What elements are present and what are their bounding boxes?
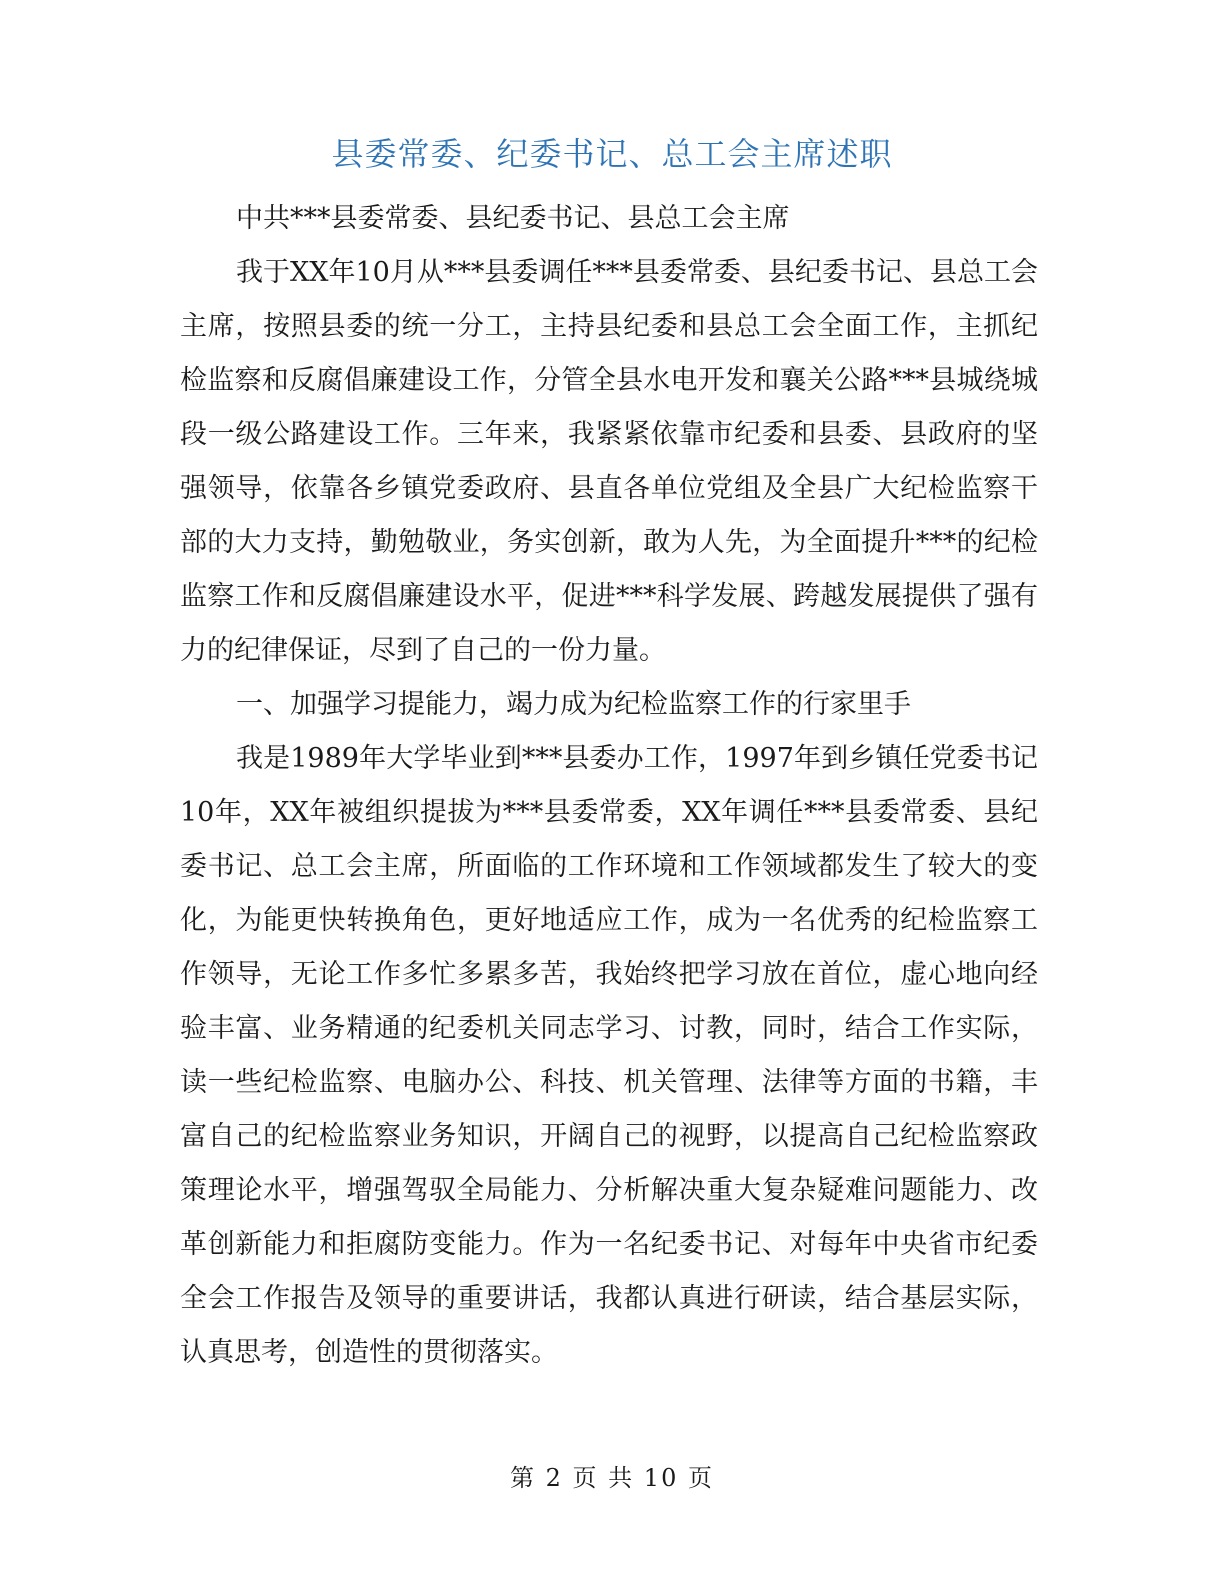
paragraph-author-line: 中共***县委常委、县纪委书记、县总工会主席 [236,203,790,234]
document-body [180,192,1038,1380]
paragraph-intro: 我于XX年10月从***县委调任***县委常委、县纪委书记、县总工会主席，按照县委的统一分工，主持县纪委和县总工会全面工作，主抓纪检监察和反腐倡廉建设工作，分管全县水电开发和襄关公路***县城绕城段一级公路建设工作。三年来，我紧紧依靠市纪委和县委、县政府的坚强领导，依靠各乡镇党委政府、县直各单位党组及全县广大纪检监察干部的大力支持，勤勉敬业，务实创新，敢为人先，为全面提升***的纪检监察工作和反腐倡廉建设水平，促进***科学发展、跨越发展提供了强有力的纪律保证，尽到了自己的一份力量。 [180,257,1038,666]
paragraph-section-1: 我是1989年大学毕业到***县委办工作，1997年到乡镇任党委书记10年，XX年被组织提拔为***县委常委，XX年调任***县委常委、县纪委书记、总工会主席，所面临的工作环境和工作领域都发生了较大的变化，为能更快转换角色，更好地适应工作，成为一名优秀的纪检监察工作领导，无论工作多忙多累多苦，我始终把学习放在首位，虚心地向经验丰富、业务精通的纪委机关同志学习、讨教，同时，结合工作实际，读一些纪检监察、电脑办公、科技、机关管理、法律等方面的书籍，丰富自己的纪检监察业务知识，开阔自己的视野，以提高自己纪检监察政策理论水平，增强驾驭全局能力、分析解决重大复杂疑难问题能力、改革创新能力和拒腐防变能力。作为一名纪委书记、对每年中央省市纪委全会工作报告及领导的重要讲话，我都认真进行研读，结合基层实际，认真思考，创造性的贯彻落实。 [180,743,1038,1368]
page-footer: 第 2 页 共 10 页 [510,1464,714,1492]
section-heading-1: 一、加强学习提能力，竭力成为纪检监察工作的行家里手 [236,689,911,720]
document-title: 县委常委、纪委书记、总工会主席述职 [331,135,893,173]
